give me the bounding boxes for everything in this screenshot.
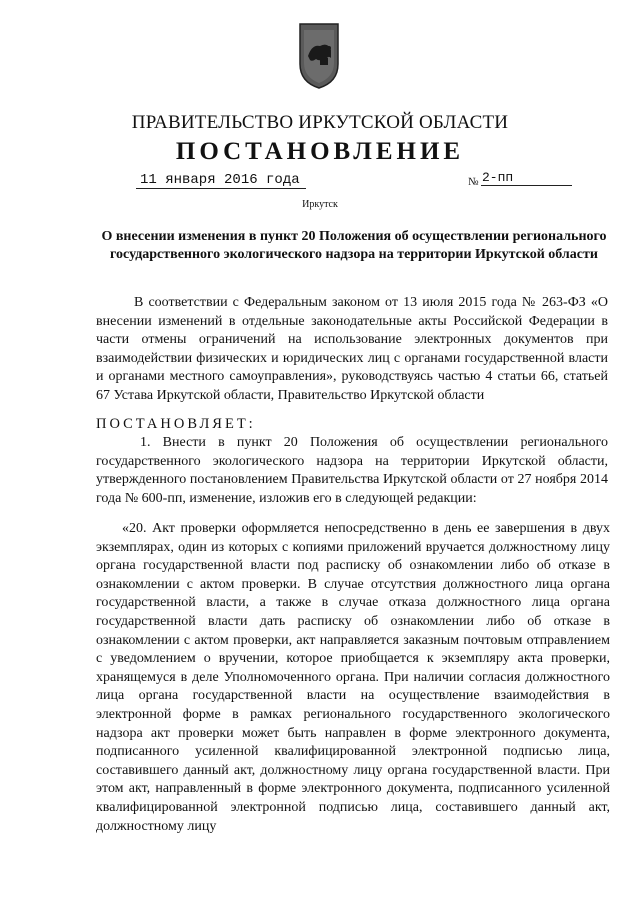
city-name: Иркутск bbox=[302, 199, 338, 210]
resolve-heading: ПОСТАНОВЛЯЕТ: bbox=[96, 416, 256, 432]
item-1-paragraph: 1. Внести в пункт 20 Положения об осуществлении регионального государственного экологического надзора на территории Иркутской области, утвержденного постановлением Правительства Иркутской области от 27 ноября 2014 года № 600-пп, изменение, изложив его в следующей редакции: bbox=[96, 435, 608, 506]
decree-date: 11 января 2016 года bbox=[136, 172, 306, 189]
decree-title: О внесении изменения в пункт 20 Положения об осуществлении регионального государственного экологического надзора на территории Иркутской области bbox=[101, 229, 607, 262]
preamble-paragraph: В соответствии с Федеральным законом от 13 июля 2015 года № 263-ФЗ «О внесении изменений в отдельные законодательные акты Российской Федерации в части отмены ограничений на использование электронных документов при взаимодействии физических и юридических лиц с органами государственной власти и органами местного самоуправления», руководствуясь частью 4 статьи 66, статьей 67 Устава Иркутской области, Правительство Иркутской области bbox=[96, 295, 608, 403]
item-1-amended-text: «20. Акт проверки оформляется непосредственно в день ее завершения в двух экземплярах, один из которых с копиями приложений вручается должностному лицу органа государственной власти под расписку об ознакомлении либо об отказе в ознакомлении с актом проверки. В случае отсутствия должностного лица органа государственной власти, а также в случае отказа должностного лица органа государственной власти дать расписку об ознакомлении либо об отказе в ознакомлении с актом проверки, акт направляется заказным почтовым отправлением с уведомлением о вручении, которое приобщается к экземпляру акта проверки, хранящемуся в деле Уполномоченного органа. При наличии согласия должностного лица органа государственной власти на осуществление взаимодействия в электронной форме в рамках регионального государственного экологического надзора акт проверки может быть направлен в форме электронного документа, подписанного усиленной квалифицированной электронной подписью лица, составившего данный акт, должностному лицу органа государственной власти. При этом акт, направленный в форме электронного документа, подписанного усиленной квалифицированной электронной подписью лица, составившего данный акт, должностному лицу bbox=[96, 521, 610, 834]
number-sign: № bbox=[468, 176, 479, 188]
coat-of-arms-icon bbox=[298, 22, 340, 90]
decree-number: 2-пп bbox=[481, 170, 572, 186]
document-type-heading: ПОСТАНОВЛЕНИЕ bbox=[175, 138, 465, 165]
government-name: ПРАВИТЕЛЬСТВО ИРКУТСКОЙ ОБЛАСТИ bbox=[131, 112, 509, 133]
